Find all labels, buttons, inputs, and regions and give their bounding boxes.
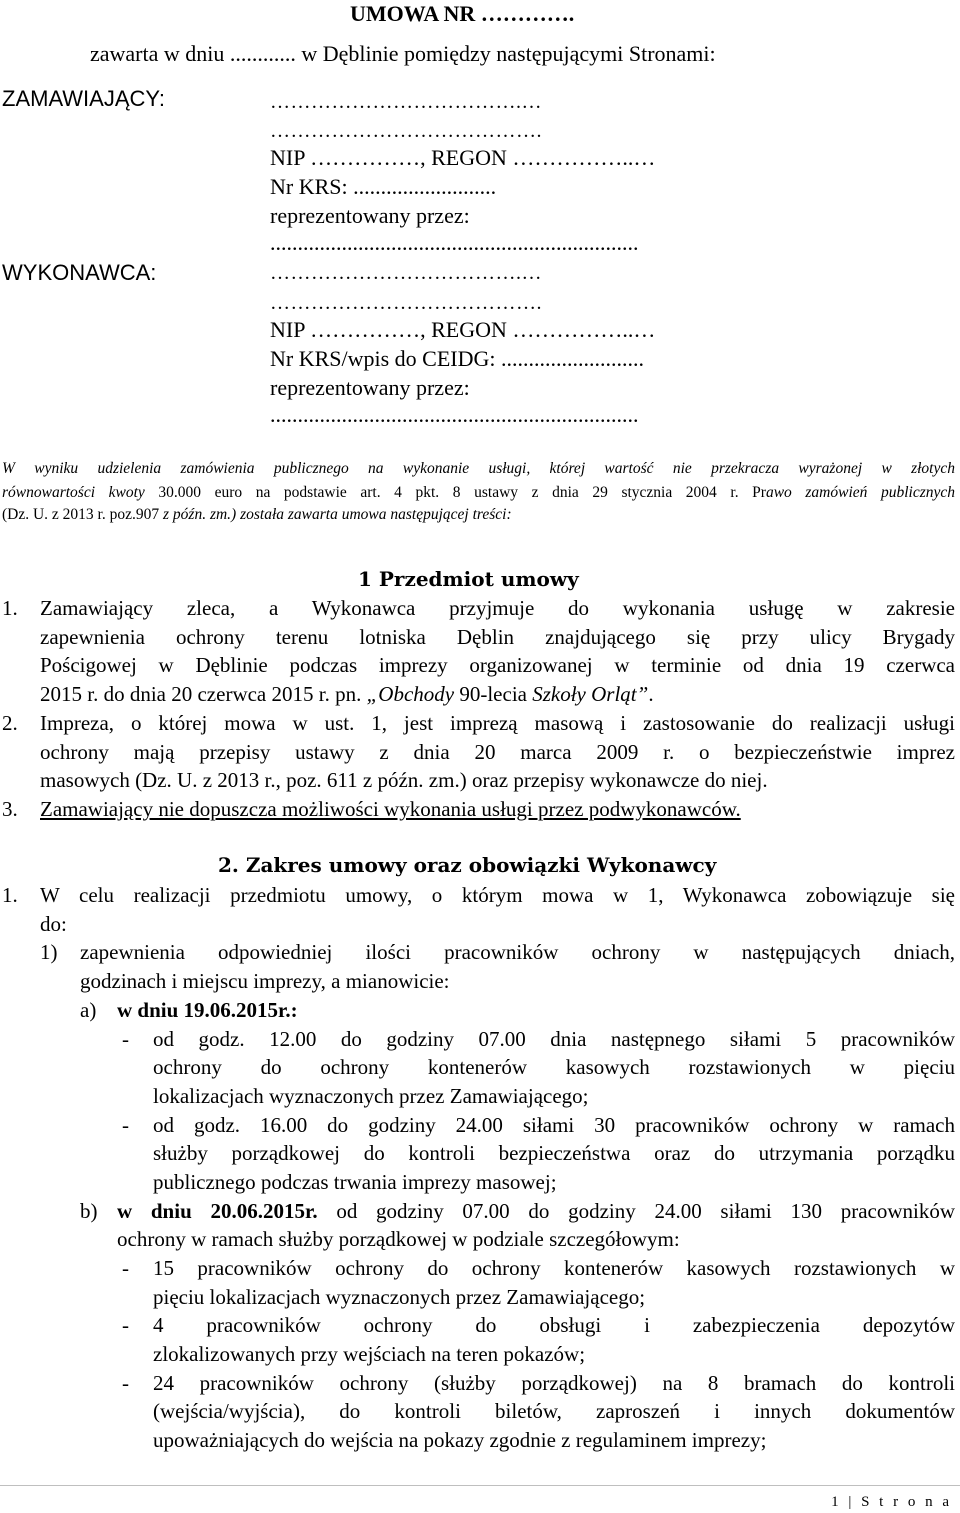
preamble-line-3-b: z późn. zm. bbox=[163, 506, 232, 523]
s2-p1-line-1: W celu realizacji przedmiotu umowy, o którym mowa w 1, Wykonawca zobowiązuje się bbox=[40, 883, 955, 907]
preamble-line-3-a: (Dz. U. z 2013 r. poz.907 bbox=[2, 506, 163, 523]
wykonawca-name-line: ……………………………….… bbox=[270, 262, 542, 284]
s2-a2-line-2: służby porządkowej do kontroli bezpieczeństwa oraz do utrzymania porządku bbox=[153, 1141, 955, 1165]
s1-p3-number: 3. bbox=[2, 797, 18, 821]
preamble-line-2 bbox=[2, 482, 955, 504]
s2-a1-line-1: od godz. 12.00 do godziny 07.00 dnia następnego siłami 5 pracowników bbox=[153, 1027, 955, 1051]
zamawiajacy-krs: Nr KRS: .......................... bbox=[270, 174, 497, 199]
wykonawca-label: WYKONAWCA: bbox=[2, 260, 157, 285]
s2-b3-line-1: 24 pracowników ochrony (służby porządkowej) na 8 bramach do kontroli bbox=[153, 1371, 955, 1395]
s1-p2-line-2: ochrony mają przepisy ustawy z dnia 20 marca 2009 r. o bezpieczeństwie imprez bbox=[40, 740, 955, 764]
preamble-line-2-a: równowartości kwoty bbox=[2, 484, 159, 501]
s2-b1-line-2: pięciu lokalizacjach wyznaczonych przez Zamawiającego; bbox=[153, 1285, 646, 1309]
s2-a1-line-3: lokalizacjach wyznaczonych przez Zamawiającego; bbox=[153, 1084, 589, 1108]
s2-p1-number: 1. bbox=[2, 883, 18, 907]
s2-a2-line-1: od godz. 16.00 do godziny 24.00 siłami 30 pracowników ochrony w ramach bbox=[153, 1113, 955, 1137]
preamble-line-2-c: awo zamówień publicznych bbox=[765, 484, 956, 501]
s2-item-b-line-2: ochrony w ramach służby porządkowej w podziale szczegółowym: bbox=[117, 1227, 680, 1251]
s1-p1-line-2: zapewnienia ochrony terenu lotniska Dęblin znajdującego się przy ulicy Brygady bbox=[40, 625, 955, 649]
footer-divider bbox=[0, 1485, 960, 1486]
s1-p2-number: 2. bbox=[2, 711, 18, 735]
zamawiajacy-nip-regon: NIP ……………, REGON ……………..… bbox=[270, 145, 656, 170]
s1-p2-line-3: masowych (Dz. U. z 2013 r., poz. 611 z późn. zm.) oraz przepisy wykonawcze do niej. bbox=[40, 768, 768, 792]
preamble-line-1: W wyniku udzielenia zamówienia publicznego na wykonanie usługi, której wartość nie przekracza wyrażonej w złotych bbox=[2, 460, 955, 477]
s2-p1-line-2: do: bbox=[40, 912, 67, 936]
contract-title: UMOWA NR …………. bbox=[350, 1, 575, 26]
wykonawca-rep-value: ................................................................... bbox=[270, 402, 639, 427]
wykonawca-nip-regon: NIP ……………, REGON ……………..… bbox=[270, 317, 656, 342]
s2-item-1-line-1: zapewnienia odpowiedniej ilości pracowników ochrony w następujących dniach, bbox=[80, 940, 955, 964]
wykonawca-address-line: …………………………………. bbox=[270, 292, 542, 314]
s2-b1-dash: - bbox=[122, 1256, 129, 1280]
s2-item-1-line-2: godzinach i miejscu imprezy, a mianowicie: bbox=[80, 969, 450, 993]
s2-b2-dash: - bbox=[122, 1313, 129, 1337]
wykonawca-krs: Nr KRS/wpis do CEIDG: .......................... bbox=[270, 346, 645, 371]
preamble-line-2-b: 30.000 euro na podstawie art. 4 pkt. 8 ustawy z dnia 29 stycznia 2004 r. Pr bbox=[158, 484, 766, 501]
s1-p1-number: 1. bbox=[2, 596, 18, 620]
s2-item-b-line-1: w dniu 20.06.2015r. od godziny 07.00 do godziny 24.00 siłami 130 pracowników bbox=[117, 1199, 955, 1223]
preamble-line-3 bbox=[2, 504, 512, 526]
s2-item-1-number: 1) bbox=[40, 940, 58, 964]
zamawiajacy-rep-label: reprezentowany przez: bbox=[270, 203, 470, 228]
section-2-heading: 2. Zakres umowy oraz obowiązki Wykonawcy bbox=[218, 853, 717, 877]
zamawiajacy-address-line: …………………………………. bbox=[270, 120, 542, 142]
s2-a1-dash: - bbox=[122, 1027, 129, 1051]
page-number-footer: 1 | S t r o n a bbox=[831, 1494, 952, 1510]
s2-a1-line-2: ochrony do ochrony kontenerów kasowych rozstawionych w pięciu bbox=[153, 1055, 955, 1079]
s2-item-a-number: a) bbox=[80, 998, 97, 1022]
zamawiajacy-rep-value: ................................................................... bbox=[270, 230, 639, 255]
s1-p1-line-3: Pościgowej w Dęblinie podczas imprezy organizowanej w terminie od dnia 19 czerwca bbox=[40, 653, 955, 677]
zamawiajacy-name-line: ……………………………….… bbox=[270, 91, 542, 113]
s2-b2-line-1: 4 pracowników ochrony do obsługi i zabezpieczenia depozytów bbox=[153, 1313, 955, 1337]
s2-b1-line-1: 15 pracowników ochrony do ochrony kontenerów kasowych rozstawionych w bbox=[153, 1256, 955, 1280]
s1-p1-line-4: 2015 r. do dnia 20 czerwca 2015 r. pn. „Obchody 90-lecia Szkoły Orląt”. bbox=[40, 682, 654, 706]
s2-b3-dash: - bbox=[122, 1371, 129, 1395]
contract-concluded-line: zawarta w dniu ............ w Dęblinie pomiędzy następującymi Stronami: bbox=[90, 41, 716, 66]
zamawiajacy-label: ZAMAWIAJĄCY: bbox=[2, 86, 165, 111]
s2-b3-line-3: upoważniających do wejścia na pokazy zgodnie z regulaminem imprezy; bbox=[153, 1428, 767, 1452]
wykonawca-rep-label: reprezentowany przez: bbox=[270, 375, 470, 400]
s2-item-b-number: b) bbox=[80, 1199, 98, 1223]
s1-p1-line-1: Zamawiający zleca, a Wykonawca przyjmuje do wykonania usługę w zakresie bbox=[40, 596, 955, 620]
s1-p2-line-1: Impreza, o której mowa w ust. 1, jest imprezą masową i zastosowanie do realizacji usługi bbox=[40, 711, 955, 735]
s2-b2-line-2: zlokalizowanych przy wejściach na teren pokazów; bbox=[153, 1342, 586, 1366]
section-1-heading: 1 Przedmiot umowy bbox=[358, 567, 579, 591]
s2-a2-dash: - bbox=[122, 1113, 129, 1137]
s2-b3-line-2: (wejścia/wyjścia), do kontroli biletów, zaproszeń i innych dokumentów bbox=[153, 1399, 955, 1423]
preamble-line-3-c: ) została zawarta umowa następującej treści: bbox=[231, 506, 512, 523]
s2-a2-line-3: publicznego podczas trwania imprezy masowej; bbox=[153, 1170, 557, 1194]
s1-p3-line-1: Zamawiający nie dopuszcza możliwości wykonania usługi przez podwykonawców. bbox=[40, 797, 741, 821]
s2-item-a-label: w dniu 19.06.2015r.: bbox=[117, 998, 298, 1022]
